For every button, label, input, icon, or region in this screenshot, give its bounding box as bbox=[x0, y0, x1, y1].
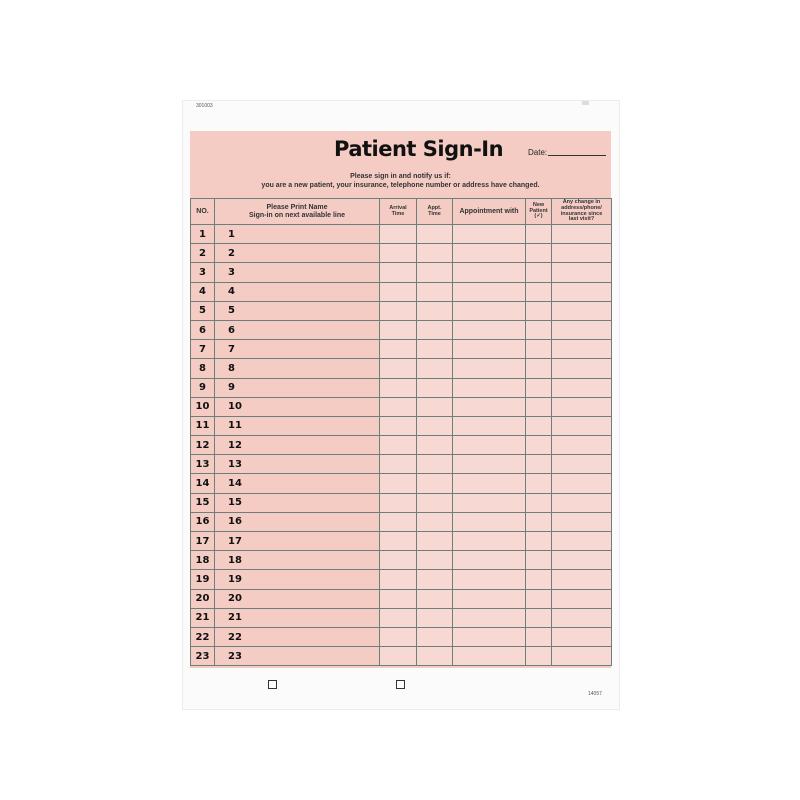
row-number: 14 bbox=[191, 474, 215, 493]
row-number: 23 bbox=[191, 647, 215, 666]
appointment-with-field[interactable] bbox=[453, 416, 526, 435]
arrival-time-field[interactable] bbox=[380, 493, 417, 512]
row-number: 19 bbox=[191, 570, 215, 589]
appt-time-field[interactable] bbox=[417, 570, 453, 589]
appointment-with-field[interactable] bbox=[453, 570, 526, 589]
name-field[interactable]: 10 bbox=[215, 397, 380, 416]
appointment-with-field[interactable] bbox=[453, 474, 526, 493]
name-field[interactable]: 5 bbox=[215, 301, 380, 320]
header-name bbox=[215, 199, 380, 225]
checkbox-left[interactable] bbox=[268, 680, 277, 689]
header-new-patient bbox=[526, 199, 552, 225]
appointment-with-field[interactable] bbox=[453, 320, 526, 339]
row-number: 1 bbox=[191, 225, 215, 244]
row-number: 10 bbox=[191, 397, 215, 416]
name-field[interactable]: 21 bbox=[215, 608, 380, 627]
appt-time-field[interactable] bbox=[417, 551, 453, 570]
appt-time-field[interactable] bbox=[417, 340, 453, 359]
row-number: 9 bbox=[191, 378, 215, 397]
name-field[interactable]: 14 bbox=[215, 474, 380, 493]
arrival-time-field[interactable] bbox=[380, 436, 417, 455]
appointment-with-field[interactable] bbox=[453, 608, 526, 627]
appointment-with-field[interactable] bbox=[453, 225, 526, 244]
arrival-time-field[interactable] bbox=[380, 397, 417, 416]
arrival-time-field[interactable] bbox=[380, 474, 417, 493]
arrival-time-field[interactable] bbox=[380, 647, 417, 666]
table-row bbox=[191, 474, 612, 493]
appt-time-field[interactable] bbox=[417, 416, 453, 435]
appt-time-field[interactable] bbox=[417, 282, 453, 301]
header-new-line1: New bbox=[532, 201, 545, 208]
new-patient-field[interactable] bbox=[526, 436, 552, 455]
new-patient-field[interactable] bbox=[526, 627, 552, 646]
table-row bbox=[191, 627, 612, 646]
new-patient-field[interactable] bbox=[526, 570, 552, 589]
row-number: 18 bbox=[191, 551, 215, 570]
arrival-time-field[interactable] bbox=[380, 378, 417, 397]
header-no: NO. bbox=[191, 199, 215, 225]
any-change-field[interactable] bbox=[552, 397, 612, 416]
table-row bbox=[191, 225, 612, 244]
new-patient-field[interactable] bbox=[526, 378, 552, 397]
new-patient-field[interactable] bbox=[526, 474, 552, 493]
new-patient-field[interactable] bbox=[526, 416, 552, 435]
new-patient-field[interactable] bbox=[526, 397, 552, 416]
appointment-with-field[interactable] bbox=[453, 493, 526, 512]
appointment-with-field[interactable] bbox=[453, 282, 526, 301]
appointment-with-field[interactable] bbox=[453, 589, 526, 608]
appt-time-field[interactable] bbox=[417, 627, 453, 646]
appointment-with-field[interactable] bbox=[453, 244, 526, 263]
appointment-with-field[interactable] bbox=[453, 263, 526, 282]
new-patient-field[interactable] bbox=[526, 340, 552, 359]
appt-time-field[interactable] bbox=[417, 301, 453, 320]
appt-time-field[interactable] bbox=[417, 608, 453, 627]
appointment-with-field[interactable] bbox=[453, 455, 526, 474]
header-change-line3: insurance since bbox=[560, 210, 603, 217]
name-field[interactable]: 8 bbox=[215, 359, 380, 378]
any-change-field[interactable] bbox=[552, 589, 612, 608]
new-patient-field[interactable] bbox=[526, 532, 552, 551]
header-arrival-time bbox=[380, 199, 417, 225]
row-number: 15 bbox=[191, 493, 215, 512]
name-field[interactable]: 9 bbox=[215, 378, 380, 397]
table-row bbox=[191, 416, 612, 435]
name-field[interactable]: 15 bbox=[215, 493, 380, 512]
new-patient-field[interactable] bbox=[526, 455, 552, 474]
any-change-field[interactable] bbox=[552, 320, 612, 339]
appointment-with-field[interactable] bbox=[453, 532, 526, 551]
appt-time-field[interactable] bbox=[417, 512, 453, 531]
appointment-with-field[interactable] bbox=[453, 378, 526, 397]
appointment-with-field[interactable] bbox=[453, 359, 526, 378]
row-number: 4 bbox=[191, 282, 215, 301]
table-row bbox=[191, 493, 612, 512]
name-field[interactable]: 16 bbox=[215, 512, 380, 531]
header-any-change bbox=[552, 199, 612, 225]
row-number: 7 bbox=[191, 340, 215, 359]
table-row bbox=[191, 436, 612, 455]
arrival-time-field[interactable] bbox=[380, 282, 417, 301]
row-number: 17 bbox=[191, 532, 215, 551]
form-code-bottom: 14057 bbox=[588, 691, 602, 697]
any-change-field[interactable] bbox=[552, 340, 612, 359]
table-row bbox=[191, 455, 612, 474]
name-field[interactable]: 11 bbox=[215, 416, 380, 435]
arrival-time-field[interactable] bbox=[380, 512, 417, 531]
appt-time-field[interactable] bbox=[417, 320, 453, 339]
row-number: 12 bbox=[191, 436, 215, 455]
row-number: 6 bbox=[191, 320, 215, 339]
appt-time-field[interactable] bbox=[417, 359, 453, 378]
instruction-line-2: you are a new patient, your insurance, telephone number or address have changed. bbox=[261, 182, 540, 189]
appointment-with-field[interactable] bbox=[453, 397, 526, 416]
table-row bbox=[191, 397, 612, 416]
name-field[interactable]: 20 bbox=[215, 589, 380, 608]
new-patient-field[interactable] bbox=[526, 551, 552, 570]
checkbox-right[interactable] bbox=[396, 680, 405, 689]
name-field[interactable]: 3 bbox=[215, 263, 380, 282]
table-row bbox=[191, 263, 612, 282]
table-row bbox=[191, 647, 612, 666]
any-change-field[interactable] bbox=[552, 570, 612, 589]
page-title: Patient Sign-In bbox=[334, 137, 504, 161]
header-new-line3: (✓) bbox=[534, 213, 543, 220]
name-field[interactable]: 12 bbox=[215, 436, 380, 455]
any-change-field[interactable] bbox=[552, 551, 612, 570]
any-change-field[interactable] bbox=[552, 608, 612, 627]
appt-time-field[interactable] bbox=[417, 225, 453, 244]
header-change-line2: address/phone/ bbox=[561, 204, 602, 211]
table-row bbox=[191, 378, 612, 397]
row-number: 22 bbox=[191, 627, 215, 646]
arrival-time-field[interactable] bbox=[380, 225, 417, 244]
new-patient-field[interactable] bbox=[526, 282, 552, 301]
arrival-time-field[interactable] bbox=[380, 570, 417, 589]
table-row bbox=[191, 608, 612, 627]
appt-time-field[interactable] bbox=[417, 378, 453, 397]
any-change-field[interactable] bbox=[552, 627, 612, 646]
any-change-field[interactable] bbox=[552, 301, 612, 320]
table-row bbox=[191, 532, 612, 551]
date-label: Date: bbox=[528, 148, 548, 157]
arrival-time-field[interactable] bbox=[380, 627, 417, 646]
appt-time-field[interactable] bbox=[417, 455, 453, 474]
row-number: 8 bbox=[191, 359, 215, 378]
table-row bbox=[191, 244, 612, 263]
table-row bbox=[191, 340, 612, 359]
table-row bbox=[191, 282, 612, 301]
arrival-time-field[interactable] bbox=[380, 455, 417, 474]
header-appt-time bbox=[417, 199, 453, 225]
header-name-line2: Sign-in on next available line bbox=[248, 211, 346, 219]
table-row bbox=[191, 320, 612, 339]
any-change-field[interactable] bbox=[552, 378, 612, 397]
table-row bbox=[191, 301, 612, 320]
appointment-with-field[interactable] bbox=[453, 436, 526, 455]
appt-time-field[interactable] bbox=[417, 263, 453, 282]
any-change-field[interactable] bbox=[552, 263, 612, 282]
arrival-time-field[interactable] bbox=[380, 359, 417, 378]
header-new-line2: Patient bbox=[529, 207, 548, 214]
appointment-with-field[interactable] bbox=[453, 647, 526, 666]
name-field[interactable]: 22 bbox=[215, 627, 380, 646]
appt-time-field[interactable] bbox=[417, 244, 453, 263]
table-row bbox=[191, 512, 612, 531]
any-change-field[interactable] bbox=[552, 512, 612, 531]
arrival-time-field[interactable] bbox=[380, 608, 417, 627]
row-number: 21 bbox=[191, 608, 215, 627]
appt-time-field[interactable] bbox=[417, 436, 453, 455]
appt-time-field[interactable] bbox=[417, 397, 453, 416]
appt-time-field[interactable] bbox=[417, 647, 453, 666]
new-patient-field[interactable] bbox=[526, 359, 552, 378]
name-field[interactable]: 17 bbox=[215, 532, 380, 551]
new-patient-field[interactable] bbox=[526, 512, 552, 531]
new-patient-field[interactable] bbox=[526, 301, 552, 320]
any-change-field[interactable] bbox=[552, 359, 612, 378]
any-change-field[interactable] bbox=[552, 532, 612, 551]
new-patient-field[interactable] bbox=[526, 263, 552, 282]
row-number: 16 bbox=[191, 512, 215, 531]
header-appt-line2: Time bbox=[428, 210, 441, 217]
any-change-field[interactable] bbox=[552, 225, 612, 244]
name-field[interactable]: 7 bbox=[215, 340, 380, 359]
new-patient-field[interactable] bbox=[526, 320, 552, 339]
any-change-field[interactable] bbox=[552, 455, 612, 474]
name-field[interactable]: 4 bbox=[215, 282, 380, 301]
header-appointment-with: Appointment with bbox=[453, 199, 526, 225]
new-patient-field[interactable] bbox=[526, 225, 552, 244]
table-row bbox=[191, 570, 612, 589]
table-row bbox=[191, 359, 612, 378]
appointment-with-field[interactable] bbox=[453, 627, 526, 646]
arrival-time-field[interactable] bbox=[380, 551, 417, 570]
table-body bbox=[191, 225, 612, 666]
new-patient-field[interactable] bbox=[526, 244, 552, 263]
sign-in-table bbox=[190, 198, 611, 666]
any-change-field[interactable] bbox=[552, 647, 612, 666]
appointment-with-field[interactable] bbox=[453, 551, 526, 570]
appointment-with-field[interactable] bbox=[453, 340, 526, 359]
row-number: 20 bbox=[191, 589, 215, 608]
any-change-field[interactable] bbox=[552, 244, 612, 263]
name-field[interactable]: 19 bbox=[215, 570, 380, 589]
name-field[interactable]: 1 bbox=[215, 225, 380, 244]
arrival-time-field[interactable] bbox=[380, 532, 417, 551]
header-change-line4: last visit? bbox=[568, 216, 595, 223]
new-patient-field[interactable] bbox=[526, 493, 552, 512]
any-change-field[interactable] bbox=[552, 436, 612, 455]
header-arrival-line1: Arrival bbox=[389, 204, 407, 211]
appt-time-field[interactable] bbox=[417, 474, 453, 493]
arrival-time-field[interactable] bbox=[380, 263, 417, 282]
any-change-field[interactable] bbox=[552, 493, 612, 512]
appt-time-field[interactable] bbox=[417, 532, 453, 551]
table-row bbox=[191, 551, 612, 570]
any-change-field[interactable] bbox=[552, 282, 612, 301]
instruction-line-1: Please sign in and notify us if: bbox=[350, 173, 451, 180]
name-field[interactable]: 13 bbox=[215, 455, 380, 474]
table-header-row bbox=[191, 199, 612, 225]
new-patient-field[interactable] bbox=[526, 589, 552, 608]
row-number: 3 bbox=[191, 263, 215, 282]
name-field[interactable]: 18 bbox=[215, 551, 380, 570]
row-number: 2 bbox=[191, 244, 215, 263]
arrival-time-field[interactable] bbox=[380, 340, 417, 359]
new-patient-field[interactable] bbox=[526, 647, 552, 666]
appt-time-field[interactable] bbox=[417, 493, 453, 512]
row-number: 13 bbox=[191, 455, 215, 474]
appointment-with-field[interactable] bbox=[453, 512, 526, 531]
arrival-time-field[interactable] bbox=[380, 244, 417, 263]
header-name-line1: Please Print Name bbox=[266, 204, 328, 212]
corner-mark bbox=[582, 101, 589, 105]
appointment-with-field[interactable] bbox=[453, 301, 526, 320]
form-code-top: 301003 bbox=[196, 103, 213, 109]
header-change-line1: Any change in bbox=[562, 198, 601, 205]
header-arrival-line2: Time bbox=[391, 210, 405, 217]
arrival-time-field[interactable] bbox=[380, 301, 417, 320]
row-number: 11 bbox=[191, 416, 215, 435]
any-change-field[interactable] bbox=[552, 474, 612, 493]
arrival-time-field[interactable] bbox=[380, 416, 417, 435]
table-row bbox=[191, 589, 612, 608]
name-field[interactable]: 6 bbox=[215, 320, 380, 339]
new-patient-field[interactable] bbox=[526, 608, 552, 627]
any-change-field[interactable] bbox=[552, 416, 612, 435]
appt-time-field[interactable] bbox=[417, 589, 453, 608]
date-field[interactable] bbox=[548, 155, 606, 156]
name-field[interactable]: 23 bbox=[215, 647, 380, 666]
row-number: 5 bbox=[191, 301, 215, 320]
arrival-time-field[interactable] bbox=[380, 589, 417, 608]
name-field[interactable]: 2 bbox=[215, 244, 380, 263]
arrival-time-field[interactable] bbox=[380, 320, 417, 339]
header-appt-line1: Appt. bbox=[427, 204, 442, 211]
